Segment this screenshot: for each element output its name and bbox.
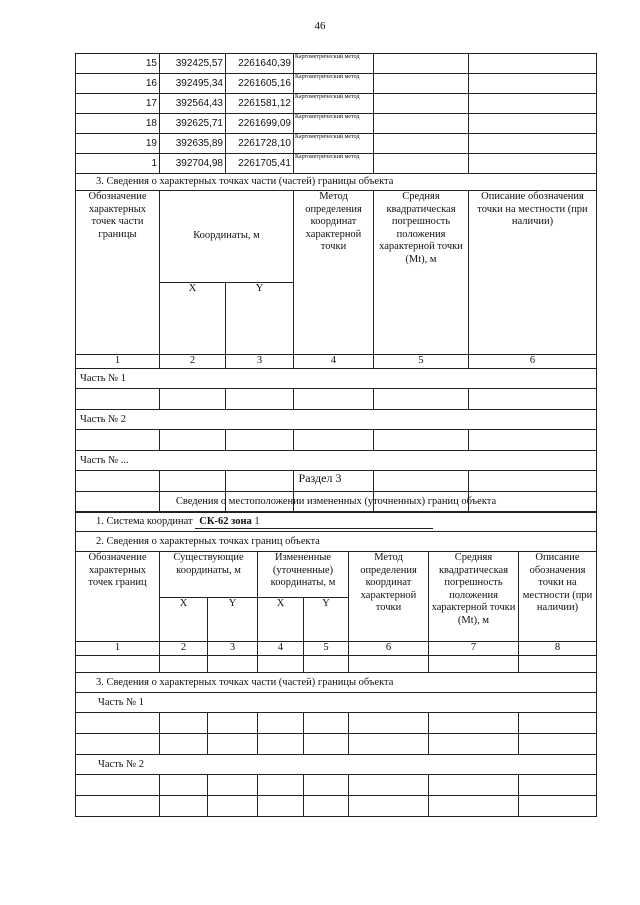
empty-cell [160, 795, 208, 816]
empty-cell [469, 74, 597, 94]
coord-x: 392564,43 [160, 94, 226, 114]
empty-cell [469, 429, 597, 450]
empty-cell [519, 655, 597, 672]
method: Картометрический метод [294, 94, 374, 114]
header-x: X [160, 598, 208, 642]
empty-cell [258, 655, 304, 672]
empty-cell [469, 134, 597, 154]
empty-cell [519, 795, 597, 816]
col-number: 1 [76, 355, 160, 369]
col-number: 1 [76, 642, 160, 656]
empty-cell [429, 655, 519, 672]
empty-cell [208, 655, 258, 672]
coord-x: 392425,57 [160, 54, 226, 74]
coord-label: 1. Система координат [96, 516, 193, 527]
header-y: Y [304, 598, 349, 642]
empty-cell [160, 388, 226, 409]
coord-value: СК-62 зона [199, 516, 252, 527]
part-label: Часть № 1 [76, 368, 597, 388]
header-coords: Координаты, м [160, 191, 294, 283]
empty-cell [76, 795, 160, 816]
point-number: 17 [76, 94, 160, 114]
header-error: Средняя квадратическая погрешность положения характерной точки (Mt), м [374, 191, 469, 355]
empty-cell [519, 774, 597, 795]
page-number: 46 [314, 20, 326, 32]
empty-cell [76, 388, 160, 409]
empty-cell [76, 429, 160, 450]
method: Картометрический метод [294, 154, 374, 174]
empty-cell [160, 712, 208, 733]
point-number: 19 [76, 134, 160, 154]
empty-cell [304, 655, 349, 672]
part-label: Часть № ... [76, 450, 597, 470]
header-points: Обозначение характерных точек границ [76, 552, 160, 642]
coord-y: 2261699,09 [226, 114, 294, 134]
coord-y: 2261728,10 [226, 134, 294, 154]
col-number: 5 [304, 642, 349, 656]
method: Картометрический метод [294, 114, 374, 134]
empty-cell [374, 94, 469, 114]
method: Картометрический метод [294, 54, 374, 74]
header-method: Метод определения координат характерной точки [349, 552, 429, 642]
method: Картометрический метод [294, 134, 374, 154]
col-number: 2 [160, 355, 226, 369]
empty-cell [294, 429, 374, 450]
empty-cell [76, 774, 160, 795]
empty-cell [76, 712, 160, 733]
part-label: Часть № 1 [76, 692, 597, 712]
empty-cell [208, 733, 258, 754]
empty-cell [304, 774, 349, 795]
empty-cell [208, 774, 258, 795]
coord-x: 392625,71 [160, 114, 226, 134]
col-number: 3 [208, 642, 258, 656]
coord-y: 2261705,41 [226, 154, 294, 174]
point-number: 15 [76, 54, 160, 74]
empty-cell [208, 712, 258, 733]
empty-cell [226, 429, 294, 450]
empty-cell [160, 733, 208, 754]
header-changed: Измененные (уточненные) координаты, м [258, 552, 349, 598]
table-row [76, 94, 597, 114]
section-title: Раздел 3 [298, 471, 342, 485]
empty-cell [374, 154, 469, 174]
col-number: 3 [226, 355, 294, 369]
coord-zone: 1 [254, 516, 260, 527]
empty-cell [374, 74, 469, 94]
section-heading: 3. Сведения о характерных точках части (частей) границы объекта [76, 174, 597, 191]
header-desc: Описание обозначения точки на местности (при наличии) [519, 552, 597, 642]
table-row [76, 114, 597, 134]
empty-cell [304, 795, 349, 816]
col-number: 4 [294, 355, 374, 369]
empty-cell [469, 114, 597, 134]
changed-boundaries-table [75, 491, 597, 817]
col-number: 2 [160, 642, 208, 656]
header-error: Средняя квадратическая погрешность положения характерной точки (Mt), м [429, 552, 519, 642]
coord-y: 2261605,16 [226, 74, 294, 94]
table-row [76, 54, 597, 74]
empty-cell [258, 795, 304, 816]
empty-cell [469, 94, 597, 114]
empty-cell [258, 712, 304, 733]
part-label: Часть № 2 [76, 409, 597, 429]
table-row [76, 74, 597, 94]
points-heading: 2. Сведения о характерных точках границ объекта [76, 532, 597, 552]
coord-x: 392495,34 [160, 74, 226, 94]
empty-cell [374, 114, 469, 134]
top-rows [76, 54, 597, 174]
empty-cell [349, 733, 429, 754]
empty-cell [258, 733, 304, 754]
table-row [76, 134, 597, 154]
col-number: 8 [519, 642, 597, 656]
empty-cell [258, 774, 304, 795]
empty-cell [469, 154, 597, 174]
empty-cell [76, 655, 160, 672]
coord-system-row [76, 512, 597, 532]
empty-cell [76, 733, 160, 754]
header-points: Обозначение характерных точек части границы [76, 191, 160, 355]
empty-cell [349, 795, 429, 816]
empty-cell [226, 388, 294, 409]
header-method: Метод определения координат характерной точки [294, 191, 374, 355]
empty-cell [294, 388, 374, 409]
empty-cell [304, 712, 349, 733]
section-subtitle: Сведения о местоположении измененных (уточненных) границ объекта [76, 492, 597, 512]
col-number: 4 [258, 642, 304, 656]
coord-x: 392704,98 [160, 154, 226, 174]
empty-cell [349, 655, 429, 672]
point-number: 18 [76, 114, 160, 134]
part-label: Часть № 2 [76, 754, 597, 774]
empty-cell [429, 795, 519, 816]
empty-cell [160, 429, 226, 450]
point-number: 1 [76, 154, 160, 174]
empty-cell [469, 388, 597, 409]
header-x: X [258, 598, 304, 642]
header-y: Y [226, 283, 294, 355]
header-y: Y [208, 598, 258, 642]
coord-y: 2261581,12 [226, 94, 294, 114]
coord-x: 392635,89 [160, 134, 226, 154]
empty-cell [349, 774, 429, 795]
empty-cell [374, 388, 469, 409]
empty-cell [208, 795, 258, 816]
coord-value-field [195, 516, 433, 529]
empty-cell [519, 712, 597, 733]
coord-y: 2261640,39 [226, 54, 294, 74]
empty-cell [429, 733, 519, 754]
parts-heading: 3. Сведения о характерных точках части (частей) границы объекта [76, 672, 597, 692]
col-number: 5 [374, 355, 469, 369]
empty-cell [429, 712, 519, 733]
col-number: 6 [349, 642, 429, 656]
empty-cell [374, 54, 469, 74]
header-x: X [160, 283, 226, 355]
point-number: 16 [76, 74, 160, 94]
method: Картометрический метод [294, 74, 374, 94]
empty-cell [349, 712, 429, 733]
empty-cell [469, 54, 597, 74]
empty-cell [304, 733, 349, 754]
col-number: 7 [429, 642, 519, 656]
header-existing: Существующие координаты, м [160, 552, 258, 598]
empty-cell [519, 733, 597, 754]
parts-points-table [75, 53, 597, 513]
empty-cell [429, 774, 519, 795]
header-desc: Описание обозначения точки на местности (при наличии) [469, 191, 597, 355]
table-row [76, 154, 597, 174]
empty-cell [160, 655, 208, 672]
empty-cell [160, 774, 208, 795]
col-number: 6 [469, 355, 597, 369]
empty-cell [374, 429, 469, 450]
empty-cell [374, 134, 469, 154]
